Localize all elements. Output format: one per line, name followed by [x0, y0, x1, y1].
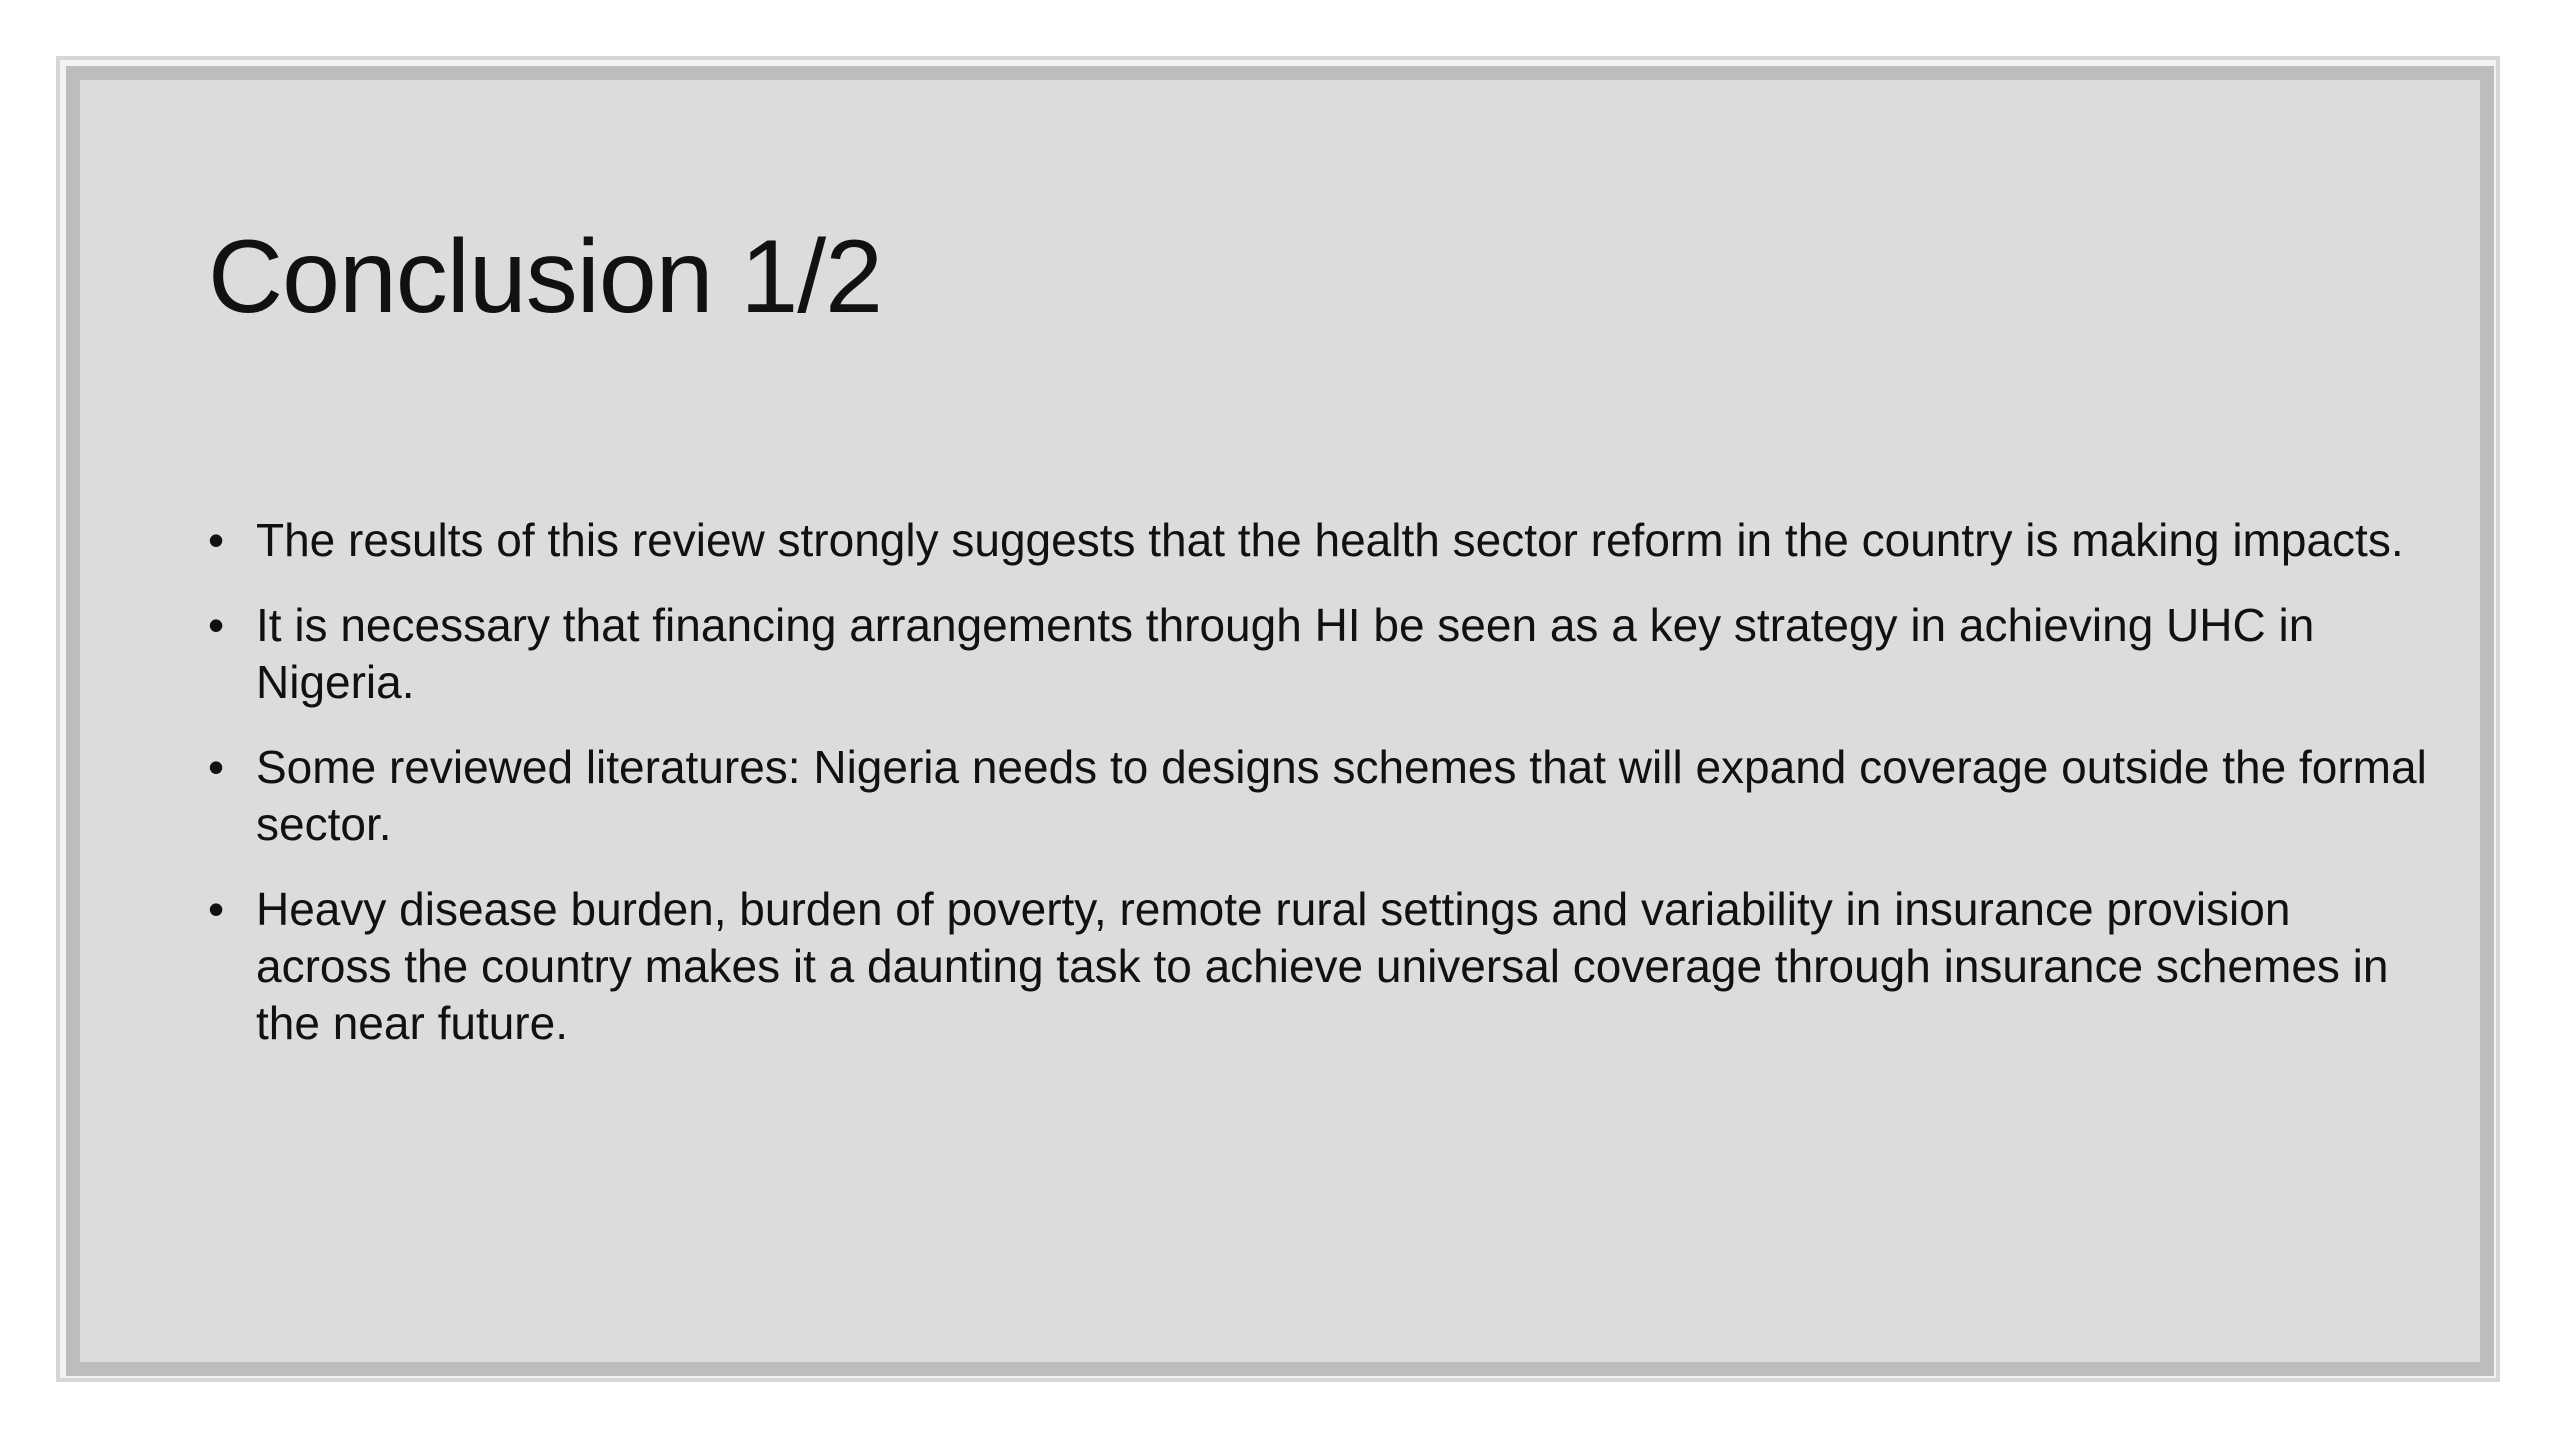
bullet-item: [208, 597, 2438, 711]
bullet-text: It is necessary that financing arrangements through HI be seen as a key strategy in achieving UHC in Nigeria.: [256, 599, 2315, 708]
bullet-item: [208, 739, 2438, 853]
bullet-dot-icon: •: [208, 599, 225, 651]
bullet-item: [208, 881, 2438, 1052]
slide[interactable]: [66, 66, 2494, 1376]
slide-title: Conclusion 1/2: [208, 219, 882, 335]
bullet-dot-icon: •: [208, 883, 225, 935]
bullet-text: Heavy disease burden, burden of poverty, remote rural settings and variability in insurance provision across the country makes it a daunting task to achieve universal coverage through insurance schemes in the near future.: [256, 883, 2389, 1049]
bullet-dot-icon: •: [208, 514, 225, 566]
bullet-list: [208, 512, 2438, 1080]
bullet-text: Some reviewed literatures: Nigeria needs to designs schemes that will expand coverage outside the formal sector.: [256, 741, 2427, 850]
bullet-text: The results of this review strongly suggests that the health sector reform in the country is making impacts.: [256, 514, 2404, 566]
bullet-item: [208, 512, 2438, 569]
bullet-dot-icon: •: [208, 741, 225, 793]
